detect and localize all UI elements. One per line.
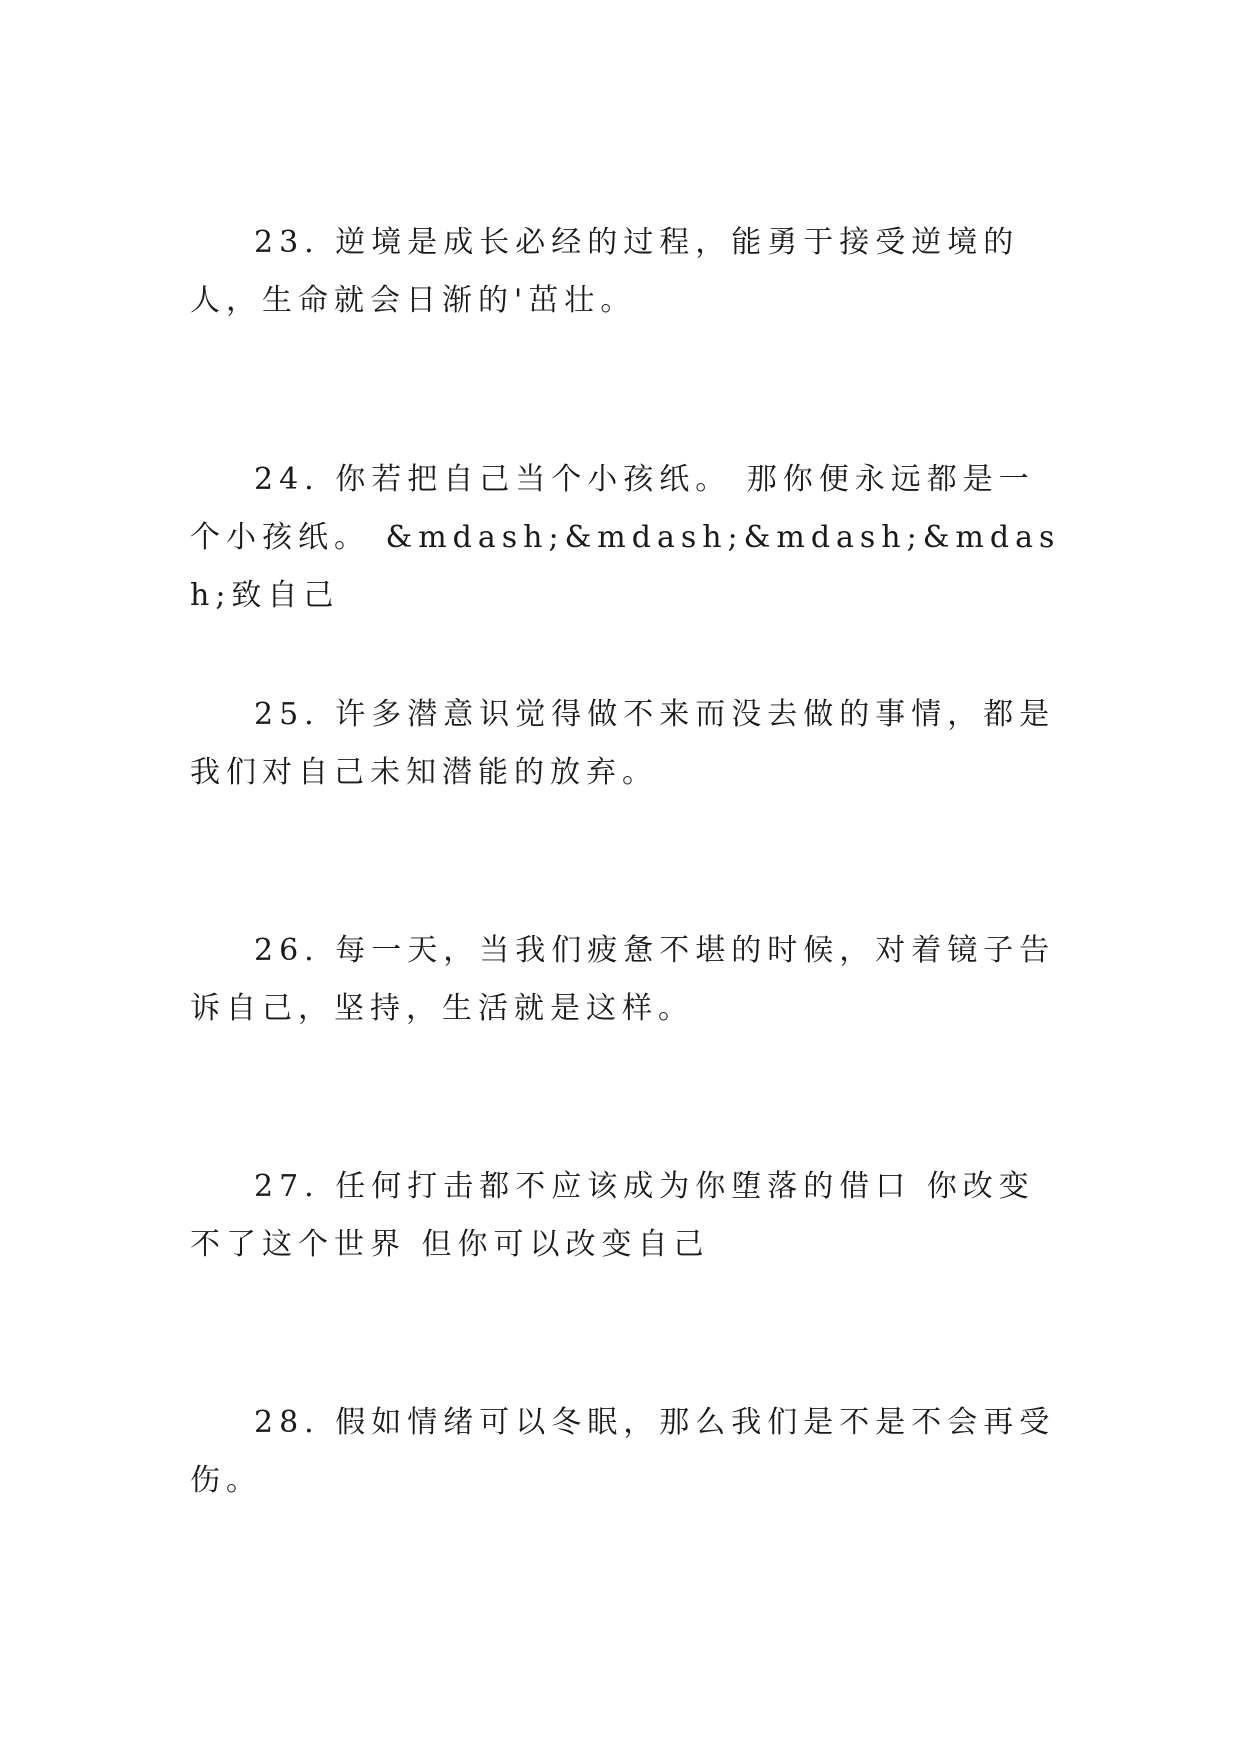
paragraph-24 [190,451,1070,625]
paragraph-number: 28. [254,1405,320,1440]
paragraph-number: 25. [254,697,320,732]
paragraph-text: 任何打击都不应该成为你堕落的借口 你改变不了这个世界 但你可以改变自己 [190,1169,1035,1262]
paragraph-25 [190,686,1070,802]
paragraph-number: 26. [254,933,320,968]
paragraph-26 [190,922,1070,1038]
paragraph-number: 23. [254,225,320,260]
paragraph-text: 逆境是成长必经的过程，能勇于接受逆境的人，生命就会日渐的'茁壮。 [190,225,1020,318]
paragraph-text: 每一天，当我们疲惫不堪的时候，对着镜子告诉自己，坚持，生活就是这样。 [190,933,1056,1026]
paragraph-number: 24. [254,462,320,497]
paragraph-text: 许多潜意识觉得做不来而没去做的事情，都是我们对自己未知潜能的放弃。 [190,697,1056,790]
paragraph-text: 你若把自己当个小孩纸。 那你便永远都是一个小孩纸。 &mdash;&mdash;&mdash;&mdash;致自己 [190,462,1061,613]
paragraph-23 [190,214,1070,330]
paragraph-27 [190,1158,1070,1274]
paragraph-text: 假如情绪可以冬眠，那么我们是不是不会再受伤。 [190,1405,1056,1498]
paragraph-28 [190,1394,1070,1510]
paragraph-number: 27. [254,1169,320,1204]
